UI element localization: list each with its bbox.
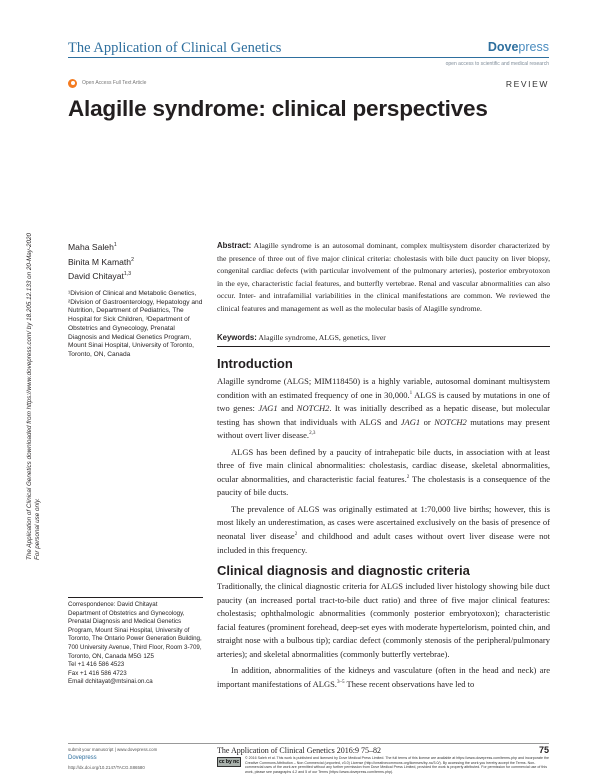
correspondence-rule [68, 597, 203, 598]
abstract-label: Abstract: [217, 241, 252, 250]
side-note-line2: For personal use only. [34, 498, 41, 560]
clinical-body [217, 580, 550, 691]
gene-name: NOTCH2 [434, 416, 467, 427]
affiliations: ¹Division of Clinical and Metabolic Genetics, ²Division of Gastroenterology, Hepatology and Nutrition, Department of Pediatrics, The Hospital for Sick Children, ³Department of Obstetrics and Gynecology, Prenatal Diagnosis and Medical Genetics Program, Mount Sinai Hospital, University of Toronto, Toronto, ON, Canada [68, 290, 203, 358]
open-access-row [68, 78, 146, 88]
gene-name: NOTCH2 [296, 403, 330, 414]
abstract-text: Alagille syndrome is an autosomal dominant, complex multisystem disorder characterized by the presence of three out of five major clinical criteria: cholestasis with bile duct paucity on liver biopsy, congenital cardiac defects (with particular involvement of the pulmonary arteries), posterior embryotoxon in the eye, characteristic facial features, and butterfly vertebrae. Renal and vascular abnormalities can also occur. Inter- and intrafamilial variabilities in the clinical manifestations are common. We reviewed the clinical features and management as well as the molecular basis of Alagille syndrome. [217, 241, 551, 313]
abstract-rule [217, 346, 550, 347]
doi-link[interactable]: http://dx.doi.org/10.2147/TACG.S86580 [68, 765, 145, 770]
citation-line: The Application of Clinical Genetics 2016:9 75–82 [217, 746, 381, 755]
brand-bold: Dove [487, 40, 519, 54]
author-3[interactable]: David Chitayat$^{1,3}$ [68, 271, 132, 281]
footer-dovepress[interactable]: Dovepress [68, 755, 97, 761]
submit-link[interactable]: submit your manuscript | www.dovepress.com [68, 747, 158, 752]
open-access-label: Open Access Full Text Article [82, 80, 147, 86]
introduction-body [217, 375, 550, 557]
correspondence [68, 601, 208, 687]
brand-tagline: open access to scientific and medical research [445, 61, 549, 67]
dovepress-logo[interactable] [488, 40, 549, 54]
download-side-note [22, 140, 42, 560]
author-2[interactable]: Binita M Kamath$^2$ [68, 256, 134, 267]
citation-ref[interactable]: 3–5 [336, 679, 345, 685]
correspondence-email[interactable]: Email dchitayat@mtsinai.on.ca [68, 678, 153, 686]
section-heading-clinical-diagnosis: Clinical diagnosis and diagnostic criteria [217, 563, 470, 578]
section-label: REVIEW [505, 79, 549, 89]
intro-paragraph-1: Alagille syndrome (ALGS; MIM118450) is a highly variable, autosomal dominant multisystem condition with an estimated frequency of one in 30,000.$^1$ ALGS is caused by mutations in one of two genes: JAG1 and NOTCH2. It was initially described as a hepatic disease, but molecular testing has shown that individuals with ALGS and JAG1 or NOTCH2 mutations may present without overt liver disease.$^{2,3}$ [217, 376, 551, 441]
correspondence-address: Department of Obstetrics and Gynecology, Prenatal Diagnosis and Medical Genetics Program, Mount Sinai Hospital, University of Toronto, The Ontario Power Generation Building, 700 University Avenue, Third Floor, Room 3-709, Toronto, ON, Canada M5G 1Z5 [68, 609, 202, 660]
correspondence-fax: Fax +1 416 586 4723 [68, 669, 127, 677]
citation-ref[interactable]: 1 [409, 389, 413, 396]
footer-left [68, 745, 198, 772]
citation-ref[interactable]: 2,3 [309, 430, 316, 437]
license-text: © 2016 Saleh et al. This work is published and licensed by Dove Medical Press Limited. The full terms of this license are available at https://www.dovepress.com/terms.php and incorporate the Creative Commons Attribution – Non Commercial (unported, v3.0) License (http://creativecommons.org/licenses/by-nc/3.0/). By accessing the work you hereby accept the Terms. Non-commercial uses of the work are permitted without any further permission from Dove Medical Press Limited, provided the work is properly attributed. For permission for commercial use of this work, please see paragraphs 4.2 and 5 of our Terms (https://www.dovepress.com/terms.php). [245, 756, 549, 774]
creative-commons-icon[interactable]: cc by nc [218, 759, 239, 765]
author-1[interactable]: Maha Saleh$^1$ [68, 242, 117, 252]
citation-ref[interactable]: 2 [406, 474, 410, 480]
article-title: Alagille syndrome: clinical perspectives [68, 96, 488, 121]
clinical-paragraph-2: In addition, abnormalities of the kidneys and vasculature (often in the head and neck) are important manifestations of ALGS.$^{3-5}$ These recent observations have led to [217, 665, 550, 689]
intro-paragraph-2: ALGS has been defined by a paucity of intrahepatic bile ducts, in association with at least three of five main clinical abnormalities: cholestasis, cardiac disease, skeletal abnormalities, ocular abnormalities, and characteristic facial features.$^2$ The cholestasis is a consequence of the paucity of bile ducts. [217, 446, 550, 498]
gene-name: JAG1 [258, 403, 278, 414]
citation-ref[interactable]: 2 [294, 531, 298, 538]
page-number: 75 [538, 745, 549, 755]
gene-name: JAG1 [400, 416, 421, 427]
side-note-line1: The Application of Clinical Genetics downloaded from https://www.dovepress.com/ by 18.205.12.133 on 20-May-2020 [26, 232, 33, 560]
keywords [217, 332, 550, 343]
journal-title: The Application of Clinical Genetics [68, 40, 282, 56]
open-access-icon [68, 79, 77, 88]
correspondence-label: Correspondence: David Chitayat [68, 601, 158, 608]
author-list [68, 240, 134, 284]
footer-rule [68, 743, 549, 744]
brand-light: press [518, 40, 549, 54]
correspondence-tel: Tel +1 416 586 4523 [68, 661, 125, 669]
keywords-label: Keywords: [217, 333, 257, 342]
keywords-text: Alagille syndrome, ALGS, genetics, liver [258, 333, 386, 342]
header-rule [68, 57, 549, 58]
intro-paragraph-3: The prevalence of ALGS was originally estimated at 1:70,000 live births; however, this is most likely an underestimation, as cases were ascertained exclusively on the basis of presence of neonatal liver disease$^2$ and childhood and adult cases without overt liver disease were not included in this frequency. [217, 503, 550, 555]
section-heading-introduction: Introduction [217, 356, 293, 371]
abstract [217, 240, 550, 316]
clinical-paragraph-1: Traditionally, the clinical diagnostic criteria for ALGS included liver histology showing bile duct paucity (an increased portal tract-to-bile duct ratio) and three of five major clinical features: cholestasis; ophthalmologic abnormalities (commonly posterior embryotoxon); characteristic facial features (prominent forehead, deep-set eyes with moderate hypertelorism, pointed chin, and straight nose with a bulbous tip); cardiac defect (commonly stenosis of the peripheral/pulmonary arteries); and skeletal abnormalities (commonly butterfly vertebrae). [217, 581, 550, 659]
